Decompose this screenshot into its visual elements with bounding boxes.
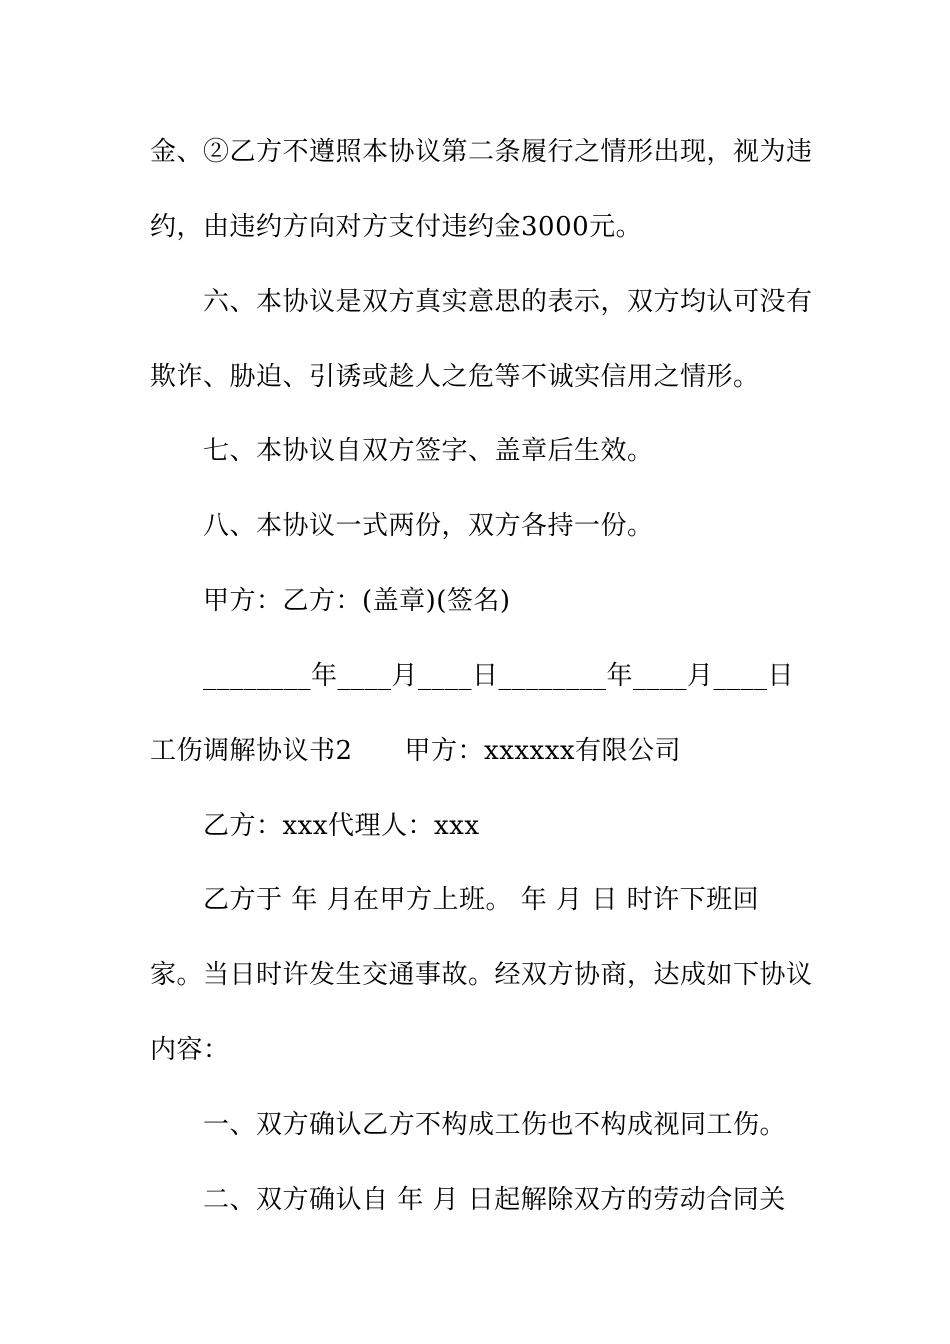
signature-parties: 甲方：乙方：(盖章)(签名) xyxy=(203,586,511,616)
document-title-line xyxy=(150,733,681,769)
party-a: 甲方：xxxxxx有限公司 xyxy=(404,736,682,766)
signature-date-line: ________年____月____日________年____月____日 xyxy=(203,661,795,691)
clause-eight: 八、本协议一式两份，双方各持一份。 xyxy=(203,511,654,541)
party-b: 乙方：xxx代理人：xxx xyxy=(203,811,480,841)
paragraph-line: 欺诈、胁迫、引诱或趁人之危等不诚实信用之情形。 xyxy=(150,362,760,392)
paragraph-line: 内容： xyxy=(150,1035,230,1065)
document-title: 工伤调解协议书2 xyxy=(150,736,353,766)
paragraph-line: 家。当日时许发生交通事故。经双方协商，达成如下协议 xyxy=(150,960,813,990)
paragraph-line: 金、②乙方不遵照本协议第二条履行之情形出现，视为违 xyxy=(150,137,813,167)
clause-seven: 七、本协议自双方签字、盖章后生效。 xyxy=(203,436,654,466)
clause-two: 二、双方确认自 年 月 日起解除双方的劳动合同关 xyxy=(203,1185,786,1215)
paragraph-line: 乙方于 年 月在甲方上班。 年 月 日 时许下班回 xyxy=(203,885,760,915)
clause-one: 一、双方确认乙方不构成工伤也不构成视同工伤。 xyxy=(203,1110,787,1140)
paragraph-line: 约，由违约方向对方支付违约金3000元。 xyxy=(150,212,643,242)
clause-six-line: 六、本协议是双方真实意思的表示，双方均认可没有 xyxy=(203,287,813,317)
